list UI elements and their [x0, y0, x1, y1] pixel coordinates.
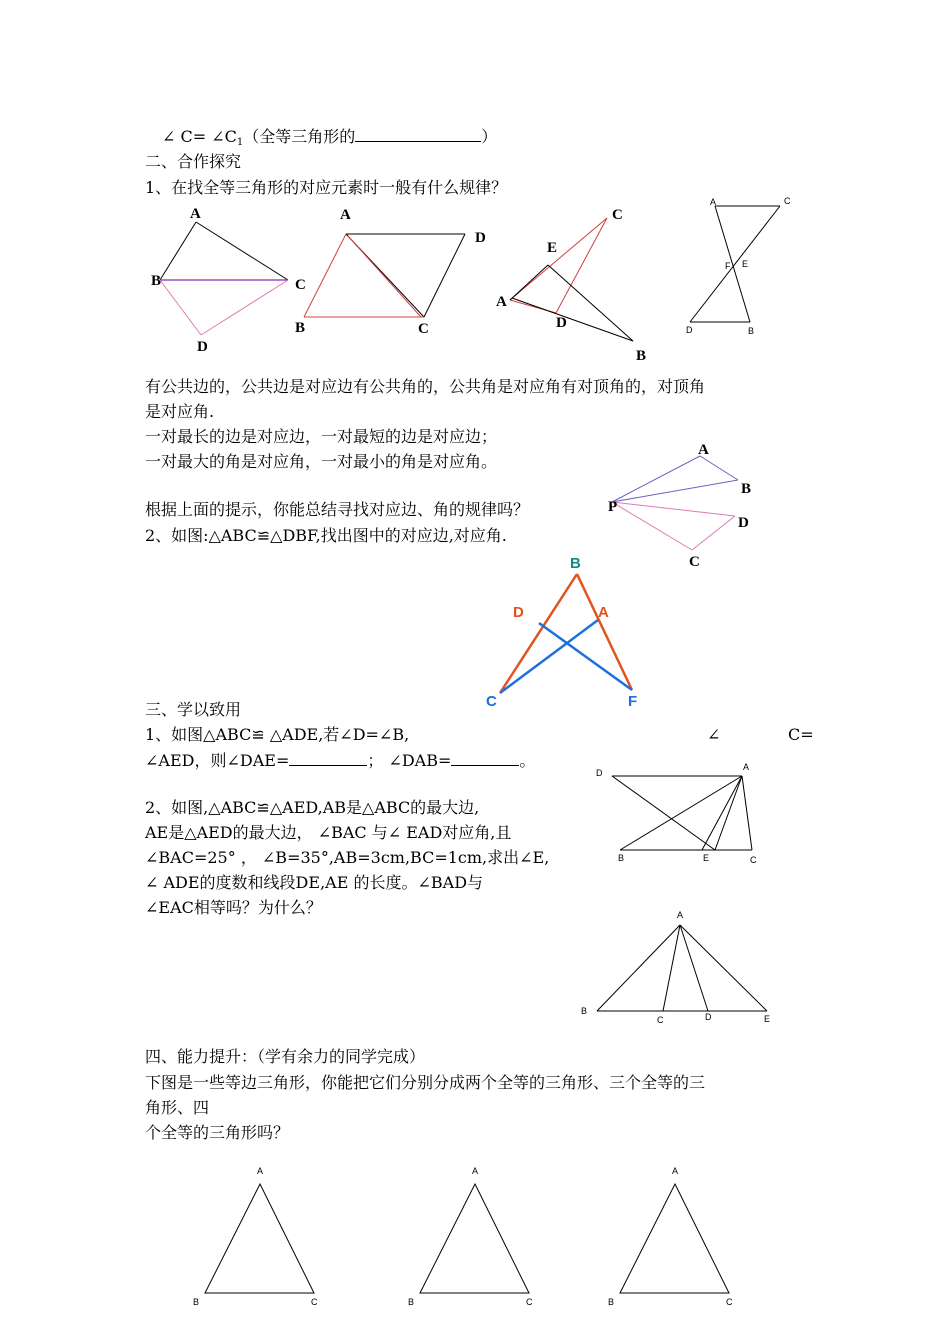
- fig8-label-e: E: [764, 1014, 771, 1024]
- rule-largest-angle: 一对最大的角是对应角，一对最小的角是对应角。: [145, 452, 498, 471]
- fig7-label-d: D: [596, 768, 603, 778]
- fig8-label-d: D: [705, 1012, 712, 1022]
- figure-3: [490, 200, 660, 370]
- equilateral-triangle-2: [405, 1160, 545, 1310]
- fig6-label-b: B: [570, 555, 581, 572]
- fig5-label-b: B: [741, 481, 752, 497]
- fig1-label-b: B: [151, 273, 162, 289]
- fig3-label-c: C: [612, 207, 623, 223]
- fig3-label-d: D: [556, 315, 567, 331]
- fig3-label-b: B: [636, 348, 647, 364]
- answer-blank[interactable]: [355, 127, 481, 142]
- fig1-label-c: C: [295, 277, 306, 293]
- section-2-title: 二、合作探究: [145, 152, 242, 171]
- tri1-label-a: A: [257, 1166, 264, 1176]
- s3-q2-line5: ∠EAC相等吗？为什么？: [145, 898, 322, 917]
- fig5-label-d: D: [738, 515, 749, 531]
- fig8-label-a: A: [677, 910, 684, 920]
- equilateral-triangle-3: [605, 1160, 745, 1310]
- rule-common-text: 有公共边的，公共边是对应边有公共角的，公共角是对应角有对顶角的，对顶角: [145, 377, 706, 396]
- s3-question-1-cont: ∠AED，则∠DAE= ； ∠DAB= 。: [145, 751, 536, 770]
- s4-text-3: 个全等的三角形吗？: [145, 1123, 290, 1142]
- fig4-label-e: E: [742, 259, 749, 269]
- fig4-label-a: A: [710, 197, 717, 207]
- fig7-label-e: E: [703, 853, 710, 863]
- equilateral-triangle-1: [190, 1160, 330, 1310]
- fig8-label-b: B: [581, 1006, 588, 1016]
- fig3-label-a: A: [496, 294, 507, 310]
- s3-q2-line1: 2、如图,△ABC≌△AED,AB是△ABC的最大边,: [145, 798, 480, 817]
- fig6-label-d: D: [513, 604, 524, 621]
- fig7-label-c: C: [750, 855, 757, 865]
- s3-q2-line3: ∠BAC=25° ， ∠B=35°,AB=3cm,BC=1cm,求出∠E,: [145, 848, 550, 867]
- s3-angle-symbol: ∠: [707, 725, 721, 744]
- fig4-label-f: F: [725, 261, 731, 271]
- tri2-label-c: C: [526, 1297, 533, 1307]
- figure-6: [480, 550, 650, 715]
- summary-question: 根据上面的提示，你能总结寻找对应边、角的规律吗？: [145, 500, 530, 519]
- fig2-label-c: C: [418, 321, 429, 337]
- fig4-label-c: C: [784, 196, 791, 206]
- figure-4: [680, 192, 810, 342]
- tri2-label-a: A: [472, 1166, 479, 1176]
- section-4-title: 四、能力提升：（学有余力的同学完成）: [145, 1047, 426, 1066]
- tri2-label-b: B: [408, 1297, 415, 1307]
- dab-blank[interactable]: [451, 751, 519, 766]
- figure-7: [590, 755, 770, 870]
- tri3-label-c: C: [726, 1297, 733, 1307]
- question-2: 2、如图:△ABC≌△DBF,找出图中的对应边,对应角.: [145, 526, 507, 545]
- rule-common-text-cont: 是对应角.: [145, 402, 215, 421]
- fig5-label-a: A: [698, 442, 709, 458]
- fig3-label-e: E: [547, 240, 558, 256]
- fig6-label-f: F: [628, 693, 638, 710]
- fig7-label-a: A: [743, 762, 750, 772]
- fig2-label-d: D: [475, 230, 486, 246]
- fig5-label-c: C: [689, 554, 700, 570]
- fig6-label-c: C: [486, 693, 497, 710]
- fig6-label-a: A: [598, 604, 609, 621]
- tri3-label-a: A: [672, 1166, 679, 1176]
- s4-text-1: 下图是一些等边三角形，你能把它们分别分成两个全等的三角形、三个全等的三: [145, 1073, 706, 1092]
- figure-8: [575, 905, 785, 1025]
- section-3-title: 三、学以致用: [145, 700, 242, 719]
- fig1-label-d: D: [197, 339, 208, 355]
- tri1-label-c: C: [311, 1297, 318, 1307]
- tri1-label-b: B: [193, 1297, 200, 1307]
- dae-blank[interactable]: [289, 751, 367, 766]
- s4-text-2: 角形、四: [145, 1098, 210, 1117]
- tri3-label-b: B: [608, 1297, 615, 1307]
- fig1-label-a: A: [190, 206, 201, 222]
- line-angle-c: ∠ $C= \angle C_1$（全等三角形的 ）: [162, 127, 498, 148]
- rule-longest-side: 一对最长的边是对应边，一对最短的边是对应边；: [145, 427, 498, 446]
- s3-question-1: 1、如图△ABC≌ △ADE,若∠D=∠B,: [145, 725, 410, 744]
- figure-2: [290, 200, 500, 345]
- fig4-label-b: B: [748, 326, 755, 336]
- s3-q2-line4: ∠ ADE的度数和线段DE,AE 的长度。∠BAD与: [145, 873, 484, 892]
- fig2-label-a: A: [340, 207, 351, 223]
- s3-q2-line2: AE是△AED的最大边， ∠BAC 与∠ EAD对应角,且: [145, 823, 512, 842]
- s3-c-equals: C=: [788, 725, 814, 744]
- question-1: 1、在找全等三角形的对应元素时一般有什么规律？: [145, 178, 508, 197]
- fig4-label-d: D: [686, 325, 693, 335]
- fig7-label-b: B: [618, 853, 625, 863]
- fig5-label-p: P: [608, 499, 618, 515]
- fig2-label-b: B: [295, 320, 306, 336]
- fig8-label-c: C: [657, 1015, 664, 1025]
